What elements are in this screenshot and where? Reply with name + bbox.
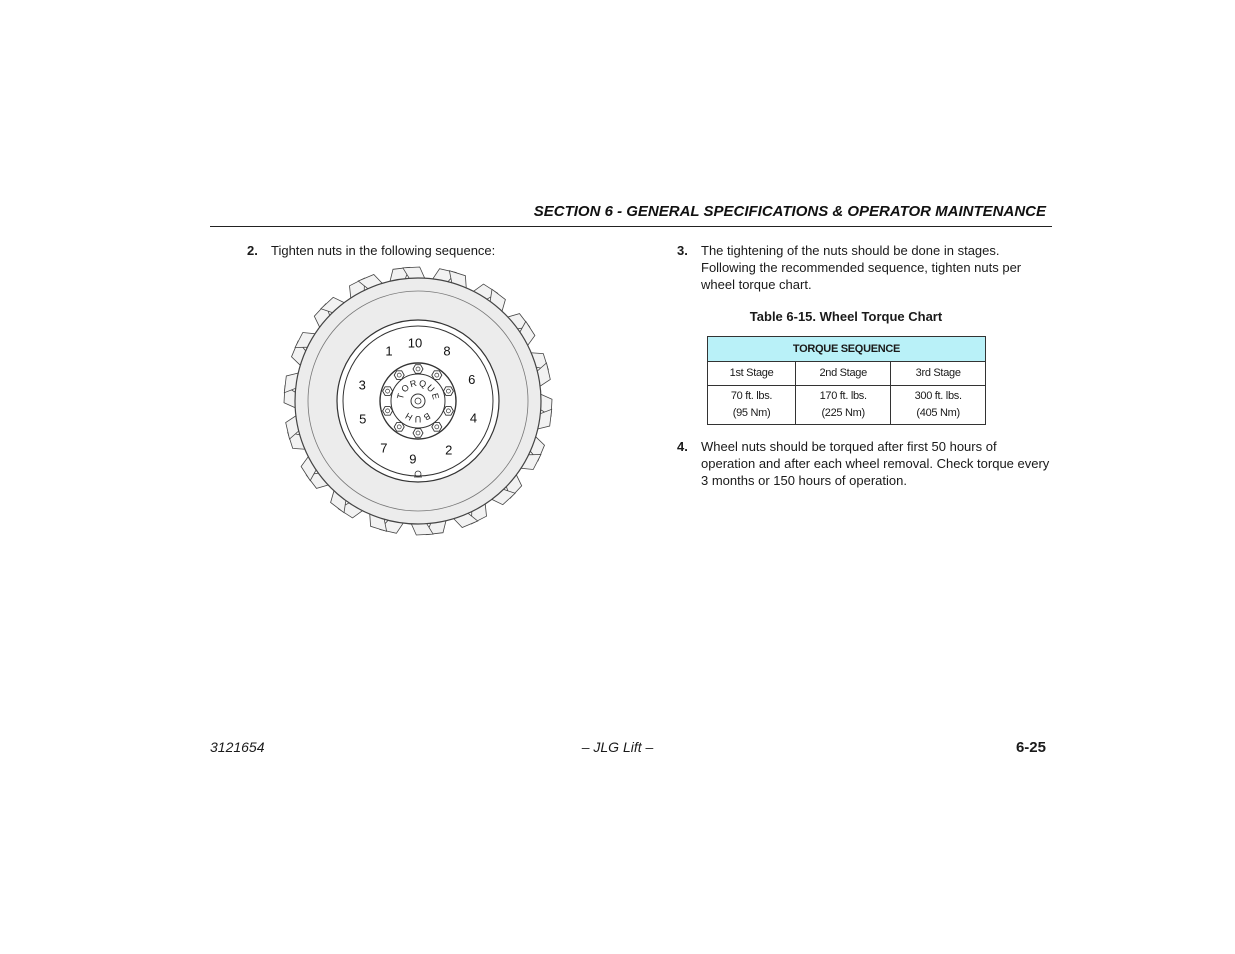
hub-letter: Q [418, 377, 428, 390]
lug-nut [383, 407, 393, 416]
lug-nut [413, 365, 423, 374]
torque-value-cell [891, 386, 986, 425]
sequence-label: 7 [380, 440, 388, 456]
lug-nut [383, 387, 393, 396]
torque-imperial: 70 ft. lbs. [730, 390, 773, 402]
sequence-label: 2 [445, 442, 453, 458]
lug-nut [394, 423, 404, 432]
torque-metric: (225 Nm) [821, 407, 865, 419]
lug-nut [394, 371, 404, 380]
lug-nut [432, 423, 442, 432]
lug-nut [443, 407, 453, 416]
step-text: The tightening of the nuts should be done in stages. Following the recommended sequence, tighten nuts per wheel torque chart. [701, 243, 1022, 292]
sequence-label: 3 [358, 377, 366, 393]
step-text: Tighten nuts in the following sequence: [271, 243, 496, 258]
footer-brand: – JLG Lift – [581, 739, 654, 755]
lug-nut [413, 429, 423, 438]
page-number: 6-25 [1015, 739, 1046, 756]
hub-letter: U [424, 382, 437, 395]
hub-letter: H [403, 410, 415, 423]
header-divider [210, 226, 1052, 227]
sequence-label: 4 [469, 410, 478, 426]
sequence-label: 6 [468, 371, 476, 387]
sequence-label: 9 [409, 451, 417, 467]
torque-imperial: 170 ft. lbs. [819, 390, 867, 402]
stage-cell: 2nd Stage [796, 362, 891, 386]
step-number: 4. [677, 439, 688, 454]
stage-cell: 3rd Stage [891, 362, 986, 386]
lug-nut [443, 387, 453, 396]
wheel-torque-sequence-diagram [283, 266, 553, 536]
hub-letter: U [414, 414, 422, 424]
hub-letter: R [408, 377, 418, 390]
table-header: TORQUE SEQUENCE [708, 337, 986, 362]
table-title: Table 6-15. Wheel Torque Chart [749, 309, 943, 324]
torque-value-cell [796, 386, 891, 425]
hub-letter: T [395, 392, 407, 401]
wheel-torque-table [707, 336, 986, 425]
stage-cell: 1st Stage [708, 362, 796, 386]
hub-letter: E [429, 392, 442, 401]
document-number: 3121654 [210, 739, 265, 755]
hub-letter: B [421, 410, 433, 423]
step-number: 2. [247, 243, 258, 258]
torque-imperial: 300 ft. lbs. [914, 390, 962, 402]
sequence-label: 8 [443, 343, 451, 359]
sequence-label: 1 [385, 343, 393, 359]
hub-center-icon [411, 394, 425, 408]
sequence-label: 5 [359, 411, 367, 427]
sequence-label: 10 [407, 335, 423, 351]
section-title: SECTION 6 - GENERAL SPECIFICATIONS & OPERATOR MAINTENANCE [533, 203, 1046, 220]
step-number: 3. [677, 243, 688, 258]
step-text: Wheel nuts should be torqued after first 50 hours of operation and after each wheel removal. Check torque every 3 months or 150 hours of operation. [701, 439, 1050, 488]
torque-metric: (405 Nm) [916, 407, 960, 419]
torque-value-cell [708, 386, 796, 425]
hub-letter: O [399, 382, 412, 395]
lug-nut [432, 371, 442, 380]
torque-metric: (95 Nm) [732, 407, 771, 419]
